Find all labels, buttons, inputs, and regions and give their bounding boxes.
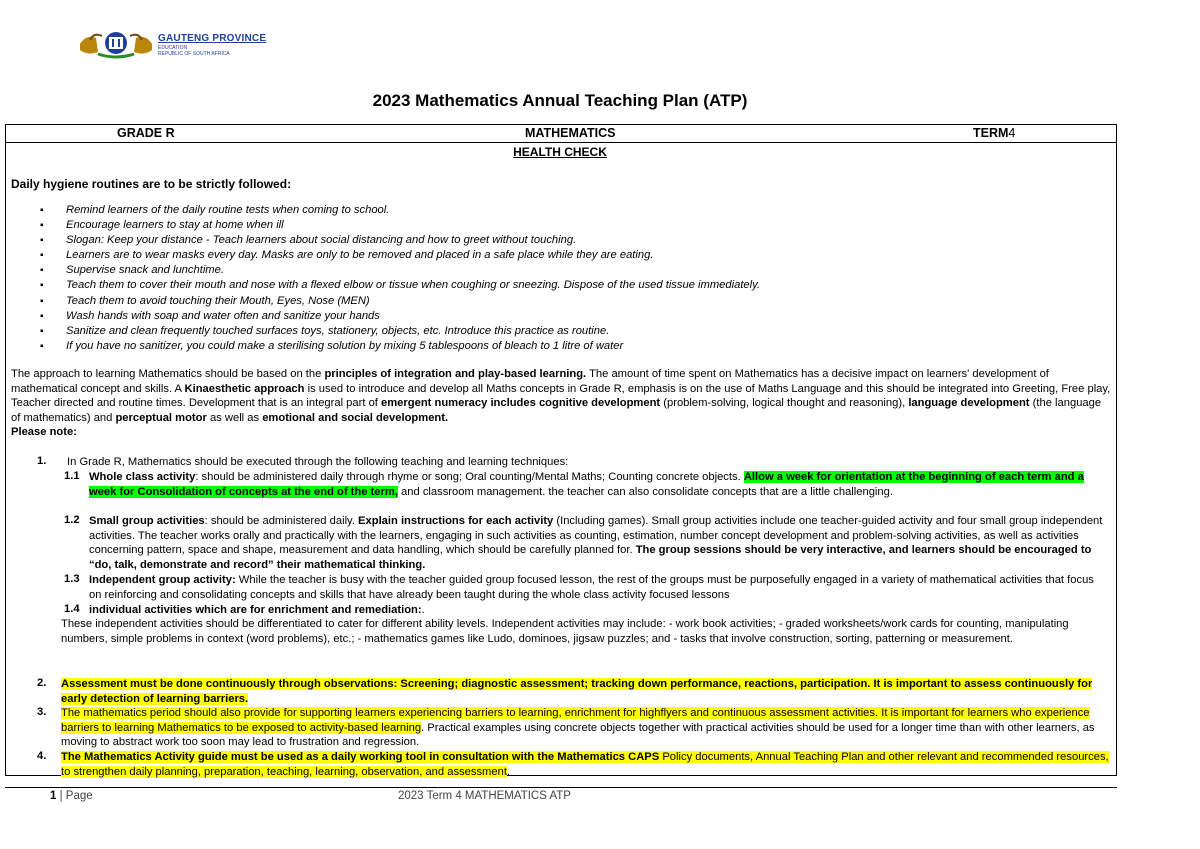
approach-paragraph xyxy=(11,367,1111,440)
list-item: ▪ Teach them to avoid touching their Mouth, Eyes, Nose (MEN) xyxy=(40,294,760,309)
list-item: ▪ Remind learners of the daily routine tests when coming to school. xyxy=(40,203,760,218)
subpoint-text: . xyxy=(421,604,425,616)
point4-text xyxy=(61,750,1111,779)
point-text: . Practical examples using concrete objects together with practical activities should be used for a longer time than with other learners, as moving to abstract work too soon may lead to frustration and regression. xyxy=(61,721,1095,749)
subpoint-number: 1.4 xyxy=(64,603,80,615)
page-label: | Page xyxy=(56,790,93,802)
subpoint-title: Small group activities xyxy=(89,515,205,527)
individual-activities-body: These independent activities should be differentiated to cater for different ability levels. Independent activities may include: - work book activities; - graded worksheets/work cards for counting, manipulating numbers, simple problems in context (word problems), etc.; - mathematics games like Ludo, dominoes, jigsaw puzzles; and - tasks that involve construction, sorting, patterning or measurement. xyxy=(61,618,1069,645)
approach-bold: emergent numeracy includes cognitive development xyxy=(381,397,661,410)
subpoint-bold: The group sessions should be very interactive, and learners should be encouraged to “do, talk, demonstrate and record” their mathematical thinking. xyxy=(89,544,1092,571)
approach-bold: emotional and social development. xyxy=(262,411,449,424)
gauteng-logo xyxy=(76,30,296,60)
approach-bold: Kinaesthetic approach xyxy=(184,382,305,395)
approach-text: (problem-solving, logical thought and reasoning), xyxy=(660,397,909,410)
subject-label: MATHEMATICS xyxy=(525,126,616,140)
list-item: ▪ Slogan: Keep your distance - Teach learners about social distancing and how to greet without touching. xyxy=(40,233,760,248)
health-check-heading: HEALTH CHECK xyxy=(513,145,607,159)
highlighted-text: The Mathematics Activity guide must be used as a daily working tool in consultation with the Mathematics CAPS xyxy=(61,751,660,763)
subpoint-text: While the teacher is busy with the teacher guided group focused lesson, the rest of the groups must be purposefully engaged in a variety of mathematical activities that focus on reinforcing and consolidating concepts and skills that have already been taught during the whole class activity focused lessons xyxy=(89,574,1094,601)
approach-text: The amount of time spent on Mathematics has a decisive impact on learners' development of mathematical concept and skills. A xyxy=(11,368,1049,395)
approach-bold: perceptual motor xyxy=(115,411,207,424)
subpoint-number: 1.3 xyxy=(64,573,80,585)
please-note: Please note: xyxy=(11,426,77,439)
subpoint-bold: Explain instructions for each activity xyxy=(358,515,554,527)
subpoint-individual xyxy=(89,603,1107,618)
highlighted-text: The mathematics period should also provide for supporting learners experiencing barriers to learning, enrichment for highflyers and continuous assessment activities. It is important for learners who experience barriers to learning Mathematics to be exposed to activity-based learning xyxy=(61,707,1090,734)
footer-doc-name: 2023 Term 4 MATHEMATICS ATP xyxy=(398,790,571,802)
subpoint-text: : should be administered daily through rhyme or song; Oral counting/Mental Maths; Counting concrete objects. xyxy=(195,471,744,483)
logo-title: GAUTENG PROVINCE xyxy=(158,33,267,44)
subpoint-text: and classroom management. the teacher can also consolidate concepts that are a little challenging. xyxy=(397,485,893,498)
term-word: TERM xyxy=(973,126,1009,140)
approach-text: is used to introduce and develop all Maths concepts in Grade R, emphasis is on the use of Maths Language and this should be integrated into Greeting, Free play, Teacher directed and routine times. Development that is an integral part of xyxy=(11,382,1111,410)
logo-subtitle-2: REPUBLIC OF SOUTH AFRICA xyxy=(158,51,230,57)
subpoint-text: : should be administered daily. xyxy=(204,515,359,527)
page-number xyxy=(50,790,93,802)
approach-bold: language development xyxy=(908,397,1030,410)
highlighted-text: Assessment must be done continuously through observations: Screening; diagnostic assessment; tracking down performance, reactions, participation. It is important to assess continuously for early detection of learning barriers. xyxy=(61,678,1093,705)
footer-divider xyxy=(5,787,1117,788)
highlighted-text: Policy documents, Annual Teaching Plan and other relevant and recommended resources, to strengthen daily planning, preparation, teaching, learning, observation, and assessment xyxy=(61,751,1109,778)
logo-subtitle-1: EDUCATION xyxy=(158,45,188,51)
grade-label: GRADE R xyxy=(117,126,175,140)
subpoint-number: 1.1 xyxy=(64,470,80,482)
list-item: ▪ Wash hands with soap and water often and sanitize your hands xyxy=(40,309,760,324)
subpoint-title: Whole class activity xyxy=(89,471,196,483)
subpoint-independent-group xyxy=(89,573,1107,602)
subpoint-small-group xyxy=(89,514,1111,572)
hygiene-rules-list xyxy=(40,203,760,354)
subpoint-whole-class xyxy=(89,470,1107,499)
subpoint-title: Independent group activity: xyxy=(89,574,236,586)
point-number: 1. xyxy=(37,455,47,467)
point1-intro: In Grade R, Mathematics should be executed through the following teaching and learning techniques: xyxy=(67,456,569,468)
list-item: ▪ Teach them to cover their mouth and nose with a flexed elbow or tissue when coughing or sneezing. Dispose of the used tissue immediately. xyxy=(40,278,760,293)
highlighted-text: Allow a week for orientation at the beginning of each term and a week for Consolidation of concepts at the end of the term, xyxy=(89,471,1084,498)
table-header-row xyxy=(5,124,1117,143)
list-item: ▪ Encourage learners to stay at home when ill xyxy=(40,218,760,233)
approach-text: as well as xyxy=(206,411,263,424)
list-item: ▪ Supervise snack and lunchtime. xyxy=(40,263,760,278)
hygiene-intro: Daily hygiene routines are to be strictly followed: xyxy=(11,177,292,191)
document-title: 2023 Mathematics Annual Teaching Plan (ATP) xyxy=(372,91,748,110)
approach-bold: principles of integration and play-based learning. xyxy=(324,368,587,380)
approach-text: (the language of mathematics) and xyxy=(11,397,1102,424)
point-text: . xyxy=(506,765,511,778)
point2-text xyxy=(61,677,1111,706)
coat-of-arms-icon xyxy=(76,30,156,60)
subpoint-text: (Including games). Small group activities include one teacher-guided activity and four small group independent activities. The teacher works orally and practically with the learners, engaging in such activities as counting, estimation, number concept development and problem-solving activities, as well as activities concerning pattern, space and shape, measurement and data handling, which should be carefully planned for. xyxy=(89,515,1103,557)
point-number: 3. xyxy=(37,706,47,718)
point-number: 2. xyxy=(37,677,47,689)
point3-text xyxy=(61,706,1111,750)
list-item: ▪ Sanitize and clean frequently touched surfaces toys, stationery, objects, etc. Introduce this practice as routine. xyxy=(40,324,760,339)
list-item: ▪ If you have no sanitizer, you could make a sterilising solution by mixing 5 tablespoons of bleach to 1 litre of water xyxy=(40,339,760,354)
subpoint-number: 1.2 xyxy=(64,514,80,526)
term-label xyxy=(973,126,1015,140)
point-number: 4. xyxy=(37,750,47,762)
approach-text: The approach to learning Mathematics should be based on the xyxy=(11,368,325,380)
list-item: ▪ Learners are to wear masks every day. Masks are only to be removed and placed in a safe place while they are eating. xyxy=(40,248,760,263)
term-number: 4 xyxy=(1008,126,1016,140)
page-number-value: 1 xyxy=(50,790,57,802)
subpoint-title: individual activities which are for enrichment and remediation: xyxy=(89,604,422,616)
